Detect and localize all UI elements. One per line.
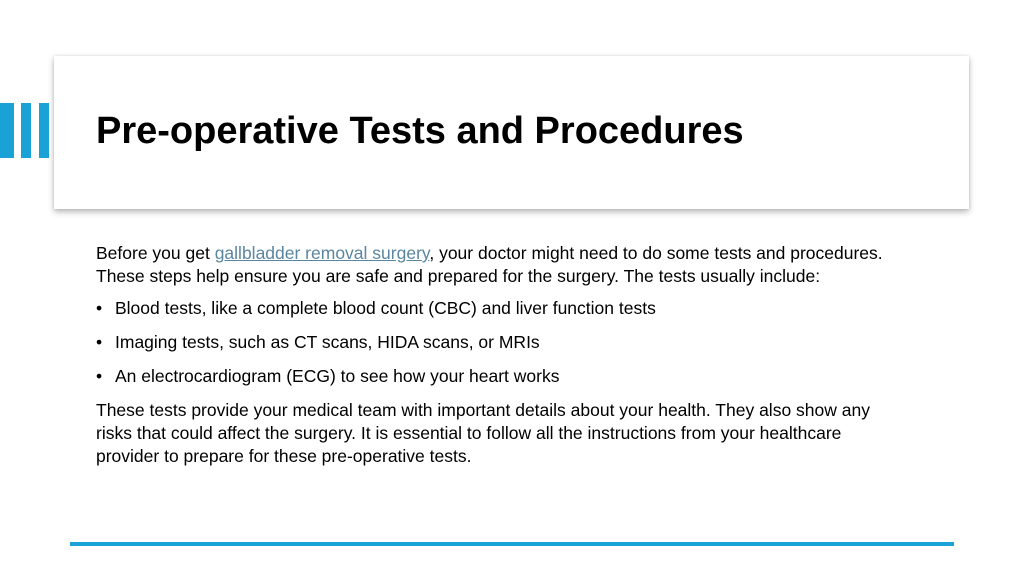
list-item-text: Blood tests, like a complete blood count (CBC) and liver function tests [115,298,656,318]
accent-bar [21,103,31,158]
accent-bar [0,103,14,158]
list-item-text: Imaging tests, such as CT scans, HIDA scans, or MRIs [115,332,540,352]
accent-bar [39,103,49,158]
slide-title: Pre-operative Tests and Procedures [96,110,744,152]
bottom-divider [70,542,954,546]
test-list [96,297,896,388]
list-item-text: An electrocardiogram (ECG) to see how your heart works [115,366,560,386]
intro-text-before-link: Before you get [96,243,215,263]
bullet-icon: • [96,332,103,352]
bullet-icon: • [96,366,103,386]
intro-text-after-link: , your doctor might need to do some tests and procedures. These steps help ensure you are safe and prepared for the surgery. The tests usually include: [96,243,883,286]
gallbladder-surgery-link[interactable]: gallbladder removal surgery [214,243,430,263]
slide-body [96,242,896,468]
intro-paragraph [96,242,896,288]
list-item [96,297,896,320]
outro-paragraph: These tests provide your medical team with important details about your health. They also show any risks that could affect the surgery. It is essential to follow all the instructions from your healthcare provider to prepare for these pre-operative tests. [96,400,870,466]
bullet-icon: • [96,298,103,318]
list-item [96,365,896,388]
list-item [96,331,896,354]
